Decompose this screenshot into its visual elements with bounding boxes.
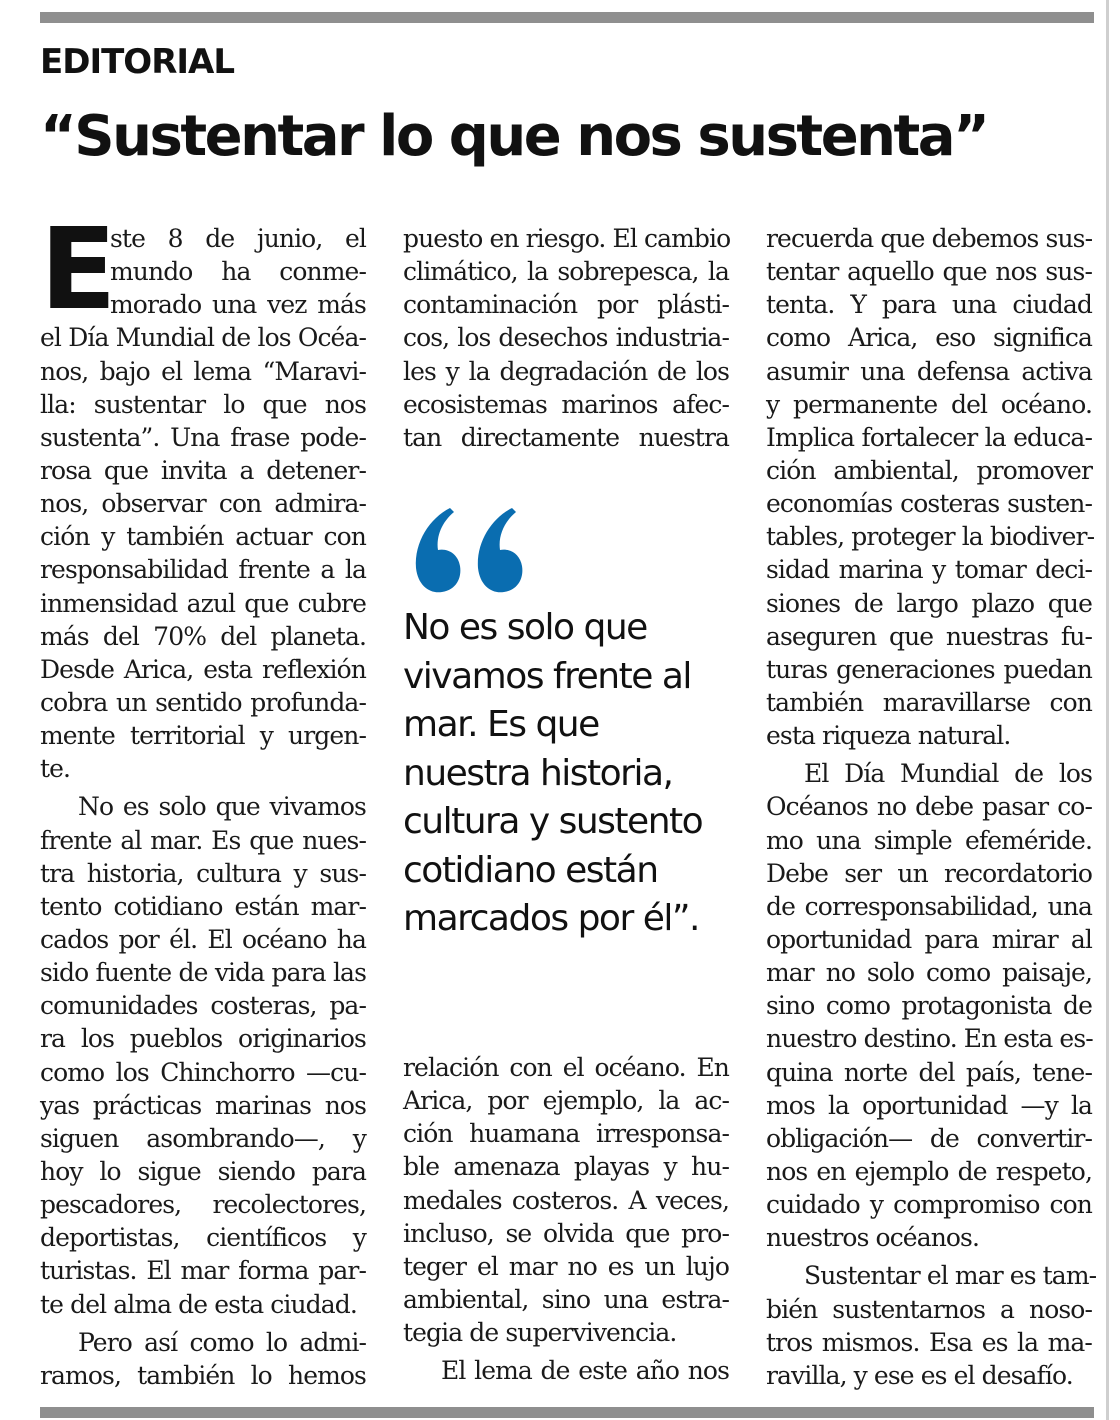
text-line: cobra un sentido profunda- [40, 687, 366, 717]
text-line: lla: sustentar lo que nos [40, 389, 366, 419]
text-line: asumir una defensa activa [766, 356, 1092, 386]
top-rule [40, 12, 1094, 23]
text-line: contaminación por plásti- [403, 290, 729, 320]
text-line: mo una simple efeméride. [766, 825, 1092, 855]
text-line: les y la degradación de los [403, 356, 729, 386]
text-line: ravilla, y ese es el desafío. [766, 1360, 1073, 1390]
text-line: deportistas, científicos y [40, 1223, 366, 1253]
pull-quote-line: nuestra historia, [403, 752, 673, 794]
text-line: frente al mar. Es que nues- [40, 825, 366, 855]
text-line: Océanos no debe pasar co- [766, 792, 1092, 822]
text-line: medales costeros. A veces, [403, 1185, 729, 1215]
text-line: sustenta”. Una frase pode- [40, 422, 366, 452]
text-line: mente territorial y urgen- [40, 721, 366, 751]
text-line: tenta. Y para una ciudad [766, 290, 1092, 320]
text-line: aseguren que nuestras fu- [766, 621, 1092, 651]
text-line: más del 70% del planeta. [40, 621, 366, 651]
text-line: cos, los desechos industria- [403, 323, 729, 353]
text-line: esta riqueza natural. [766, 721, 1011, 751]
text-line: ramos, también lo hemos [40, 1360, 366, 1390]
text-line: incluso, se olvida que pro- [403, 1218, 729, 1248]
text-line: puesto en riesgo. El cambio [403, 224, 731, 253]
text-line: como Arica, eso significa [766, 323, 1092, 353]
text-line: y permanente del océano. [766, 389, 1092, 419]
headline: “Sustentar lo que nos sustenta” [40, 104, 988, 169]
text-line: tentar aquello que nos sus- [766, 257, 1092, 287]
text-line: economías costeras susten- [766, 489, 1092, 519]
text-line: te. [40, 754, 71, 784]
text-line: cuidado y compromiso con [766, 1190, 1092, 1220]
text-line: siguen asombrando—, y [40, 1123, 366, 1153]
text-line: tan directamente nuestra [403, 422, 729, 452]
pull-quote-line: cotidiano están [403, 849, 658, 891]
text-line: turas generaciones puedan [766, 654, 1092, 684]
text-line: mar no solo como paisaje, [766, 958, 1092, 988]
text-line: pescadores, recolectores, [40, 1190, 366, 1220]
pull-quote [403, 604, 733, 944]
text-line: Implica fortalecer la educa- [766, 422, 1092, 452]
text-line: turistas. El mar forma par- [40, 1256, 366, 1286]
column-1 [40, 205, 366, 1392]
text-line: Debe ser un recordatorio [766, 858, 1092, 888]
text-line: Arica, por ejemplo, la ac- [403, 1086, 729, 1116]
text-line: tra historia, cultura y sus- [40, 858, 366, 888]
text-line: ste 8 de junio, el [110, 224, 366, 253]
text-line: teger el mar no es un lujo [403, 1251, 729, 1281]
pull-quote-line: No es solo que [403, 607, 647, 648]
text-line: El Día Mundial de los [804, 759, 1092, 789]
text-line: tros mismos. Esa es la ma- [766, 1327, 1092, 1357]
text-line: sido fuente de vida para las [40, 958, 366, 988]
text-line: ra los pueblos originarios [40, 1024, 366, 1054]
page-edge-line [1106, 0, 1109, 1420]
section-label: EDITORIAL [40, 42, 235, 82]
text-line: Pero así como lo admi- [78, 1327, 366, 1357]
text-line: el Día Mundial de los Océa- [40, 323, 366, 353]
text-line: nos, bajo el lema “Maravi- [40, 356, 366, 386]
pull-quote-line: mar. Es que [403, 704, 599, 745]
text-line: recuerda que debemos sus- [766, 224, 1093, 253]
text-line: nuestro destino. En esta es- [766, 1024, 1093, 1054]
text-line: bién sustentarnos a noso- [766, 1294, 1092, 1324]
text-line: como los Chinchorro —cu- [40, 1057, 366, 1087]
text-line: responsabilidad frente a la [40, 555, 366, 585]
text-line: tegia de supervivencia. [403, 1318, 677, 1348]
text-line: inmensidad azul que cubre [40, 588, 366, 618]
text-line: también maravillarse con [766, 687, 1092, 717]
text-line: ble amenaza playas y hu- [403, 1152, 729, 1182]
text-line: climático, la sobrepesca, la [403, 257, 729, 287]
quotation-mark-icon [410, 506, 528, 594]
text-line: No es solo que vivamos [78, 792, 366, 822]
text-line: cados por él. El océano ha [40, 924, 366, 954]
text-line: tables, proteger la biodiver- [766, 522, 1095, 552]
text-line: ambiental, sino una estra- [403, 1284, 729, 1314]
text-line: nos, observar con admira- [40, 489, 366, 519]
text-line: te del alma de esta ciudad. [40, 1289, 357, 1319]
text-line: ción huamana irresponsa- [403, 1119, 729, 1149]
text-line: tento cotidiano están mar- [40, 891, 366, 921]
text-line: siones de largo plazo que [766, 588, 1092, 618]
text-line: de corresponsabilidad, una [766, 891, 1092, 921]
text-line: nuestros océanos. [766, 1223, 980, 1253]
text-line: sidad marina y tomar deci- [766, 555, 1092, 585]
text-line: quina norte del país, tene- [766, 1057, 1092, 1087]
text-line: comunidades costeras, pa- [40, 991, 366, 1021]
text-line: oportunidad para mirar al [766, 924, 1092, 954]
text-line: Desde Arica, esta reflexión [40, 654, 366, 684]
text-line: yas prácticas marinas nos [40, 1090, 366, 1120]
text-line: mos la oportunidad —y la [766, 1090, 1092, 1120]
bottom-rule [40, 1407, 1094, 1418]
text-line: El lema de este año nos [441, 1356, 729, 1386]
text-line: ción y también actuar con [40, 522, 366, 552]
text-line: obligación— de convertir- [766, 1123, 1092, 1153]
pull-quote-line: marcados por él”. [403, 898, 699, 939]
column-3 [766, 222, 1097, 1392]
text-line: rosa que invita a detener- [40, 455, 366, 485]
text-line: relación con el océano. En [403, 1053, 729, 1082]
text-line: sino como protagonista de [766, 991, 1092, 1021]
drop-cap: E [40, 205, 113, 335]
text-line: mundo ha conme- [110, 257, 366, 287]
text-line: Sustentar el mar es tam- [804, 1261, 1097, 1291]
pull-quote-line: cultura y sustento [403, 801, 703, 842]
pull-quote-line: vivamos frente al [403, 655, 691, 697]
text-line: hoy lo sigue siendo para [40, 1156, 366, 1186]
text-line: ecosistemas marinos afec- [403, 389, 729, 419]
text-line: nos en ejemplo de respeto, [766, 1156, 1092, 1186]
text-line: morado una vez más [110, 290, 366, 320]
column-2-top [403, 222, 729, 454]
column-2-bottom [403, 1051, 729, 1387]
text-line: ción ambiental, promover [766, 455, 1092, 485]
